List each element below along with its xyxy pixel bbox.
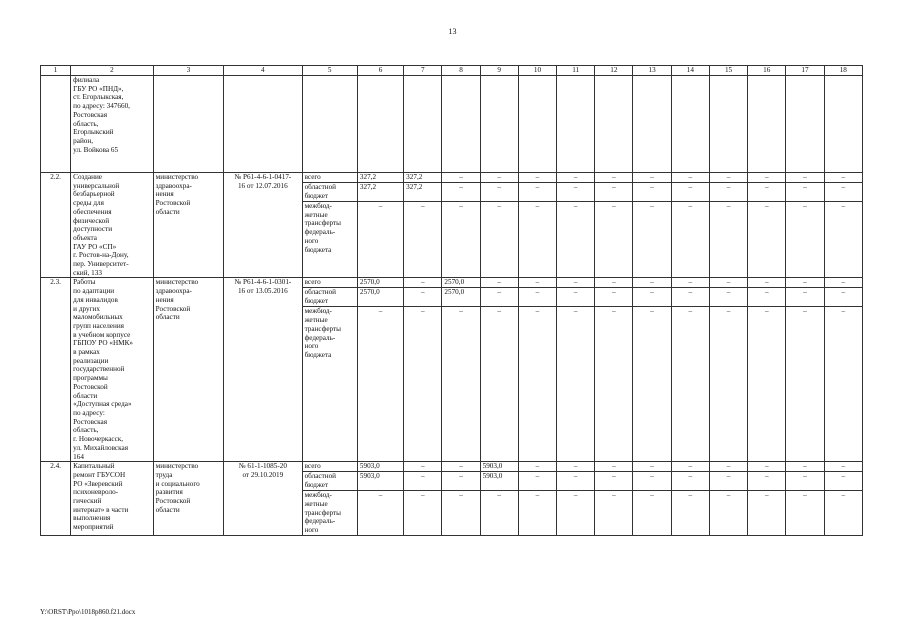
table-body [41, 66, 863, 536]
cell-value: – [404, 462, 442, 472]
cell-value: – [709, 491, 747, 536]
column-number-9: 9 [480, 66, 518, 76]
cell-empty [404, 76, 442, 173]
cell-value: – [557, 491, 595, 536]
cell-value: – [709, 307, 747, 462]
cell-value: – [442, 173, 480, 183]
cell-value: 5903,0 [480, 462, 518, 472]
cell-value: – [671, 278, 709, 288]
cell-num [41, 76, 71, 173]
cell-name: Работы по адаптации для инвалидов и других маломобильных групп населения в учебном корпусе ГБПОУ РО «НМК» в рамках реализации государственной программы Ростовской области «Доступная среда» по адресу: Ростовская область, г. Новочеркасск, ул. Михайловская 164 [71, 278, 154, 462]
cell-value: – [748, 472, 786, 491]
column-number-8: 8 [442, 66, 480, 76]
cell-value: – [709, 462, 747, 472]
cell-value: – [824, 307, 862, 462]
cell-value: – [671, 183, 709, 202]
page-number: 13 [448, 27, 457, 36]
column-number-12: 12 [595, 66, 633, 76]
cell-value: – [442, 307, 480, 462]
column-number-13: 13 [633, 66, 671, 76]
cell-value: – [748, 288, 786, 307]
cell-value: – [633, 202, 671, 278]
cell-value: – [518, 472, 556, 491]
cell-value: 2570,0 [442, 288, 480, 307]
cell-value: – [404, 202, 442, 278]
column-number-7: 7 [404, 66, 442, 76]
cell-funding-source: межбюд- жетные трансферты федераль- ного бюджета [302, 307, 357, 462]
cell-value: – [595, 288, 633, 307]
cell-value: 5903,0 [357, 472, 403, 491]
cell-value: – [518, 491, 556, 536]
cell-value: – [442, 202, 480, 278]
cell-value: – [595, 462, 633, 472]
column-number-17: 17 [786, 66, 824, 76]
cell-empty [671, 76, 709, 173]
column-number-6: 6 [357, 66, 403, 76]
cell-value: – [595, 307, 633, 462]
cell-value: – [595, 491, 633, 536]
cell-value: – [786, 491, 824, 536]
column-number-10: 10 [518, 66, 556, 76]
cell-value: – [671, 173, 709, 183]
cell-value: – [633, 183, 671, 202]
cell-name: филиала ГБУ РО «ПНД», ст. Егорлыкская, по адресу: 347660, Ростовская область, Егорлыкский район, ул. Войкова 65 [71, 76, 154, 173]
cell-value: – [480, 278, 518, 288]
cell-value: – [633, 462, 671, 472]
cell-name: Создание универсальной безбарьерной среды для обеспечения физической доступности объекта ГАУ РО «СП» г. Ростов-на-Дону, пер. Университет- ский, 133 [71, 173, 154, 278]
cell-value: – [748, 491, 786, 536]
cell-value: 2570,0 [357, 278, 403, 288]
cell-num: 2.4. [41, 462, 71, 536]
cell-value: – [824, 462, 862, 472]
cell-value: – [518, 307, 556, 462]
cell-empty [518, 76, 556, 173]
cell-value: – [824, 288, 862, 307]
cell-value: – [442, 491, 480, 536]
cell-value: 327,2 [357, 173, 403, 183]
cell-document: № Р61-4-6-1-0417- 16 от 12.07.2016 [224, 173, 302, 278]
cell-empty [480, 76, 518, 173]
cell-value: – [595, 173, 633, 183]
cell-value: – [709, 202, 747, 278]
cell-funding-source: всего [302, 462, 357, 472]
cell-empty [824, 76, 862, 173]
cell-value: – [518, 173, 556, 183]
cell-value: – [709, 183, 747, 202]
cell-funding-source: областной бюджет [302, 472, 357, 491]
cell-empty [357, 76, 403, 173]
cell-empty [709, 76, 747, 173]
file-path-footer: Y:\ORST\Ppo\1018p860.f21.docx [40, 608, 136, 616]
cell-value: – [633, 472, 671, 491]
cell-value: 5903,0 [357, 462, 403, 472]
cell-value: – [824, 491, 862, 536]
table-row [41, 173, 863, 183]
cell-empty [595, 76, 633, 173]
cell-empty [786, 76, 824, 173]
cell-value: – [671, 472, 709, 491]
cell-value: – [633, 288, 671, 307]
cell-empty [442, 76, 480, 173]
cell-value: – [518, 183, 556, 202]
column-number-2: 2 [71, 66, 154, 76]
cell-value: – [442, 462, 480, 472]
cell-value: – [709, 288, 747, 307]
cell-value: – [595, 472, 633, 491]
cell-value: – [357, 307, 403, 462]
cell-value: – [442, 183, 480, 202]
cell-empty [153, 76, 223, 173]
cell-value: – [671, 462, 709, 472]
cell-value: – [786, 183, 824, 202]
column-number-1: 1 [41, 66, 71, 76]
cell-empty [557, 76, 595, 173]
cell-value: – [404, 472, 442, 491]
cell-value: – [442, 472, 480, 491]
table-row [41, 462, 863, 472]
cell-value: – [748, 278, 786, 288]
column-number-5: 5 [302, 66, 357, 76]
cell-funding-source: межбюд- жетные трансферты федераль- ного [302, 491, 357, 536]
column-number-18: 18 [824, 66, 862, 76]
cell-value: – [748, 202, 786, 278]
cell-value: – [748, 173, 786, 183]
cell-value: – [709, 173, 747, 183]
cell-value: – [786, 173, 824, 183]
cell-value: – [404, 307, 442, 462]
cell-value: – [824, 472, 862, 491]
cell-value: – [633, 278, 671, 288]
cell-value: – [480, 307, 518, 462]
column-number-15: 15 [709, 66, 747, 76]
cell-value: – [518, 288, 556, 307]
cell-value: – [786, 462, 824, 472]
cell-funding-source: областной бюджет [302, 183, 357, 202]
cell-value: – [824, 278, 862, 288]
column-number-16: 16 [748, 66, 786, 76]
cell-value: – [595, 202, 633, 278]
table-row [41, 278, 863, 288]
cell-funding-source: областной бюджет [302, 288, 357, 307]
cell-value: – [709, 472, 747, 491]
cell-value: – [633, 491, 671, 536]
cell-value: – [404, 278, 442, 288]
cell-value: – [357, 202, 403, 278]
cell-value: – [748, 183, 786, 202]
cell-value: 327,2 [404, 173, 442, 183]
cell-funding-source: всего [302, 278, 357, 288]
cell-value: – [824, 183, 862, 202]
cell-value: – [480, 288, 518, 307]
cell-value: – [786, 202, 824, 278]
cell-value: – [557, 307, 595, 462]
cell-value: – [357, 491, 403, 536]
cell-executor: министерство здравоохра- нения Ростовской области [153, 278, 223, 462]
cell-value: – [786, 472, 824, 491]
cell-value: 327,2 [404, 183, 442, 202]
cell-value: – [709, 278, 747, 288]
cell-value: – [480, 173, 518, 183]
cell-value: – [824, 173, 862, 183]
cell-value: – [633, 307, 671, 462]
cell-value: – [557, 183, 595, 202]
cell-value: – [748, 307, 786, 462]
cell-value: 327,2 [357, 183, 403, 202]
column-number-11: 11 [557, 66, 595, 76]
cell-executor: министерство труда и социального развития Ростовской области [153, 462, 223, 536]
cell-value: 2570,0 [442, 278, 480, 288]
cell-empty [302, 76, 357, 173]
cell-value: – [480, 491, 518, 536]
cell-num: 2.3. [41, 278, 71, 462]
cell-name: Капитальный ремонт ГБУСОН РО «Зверевский психоневроло- гический интернат» в части выполнения мероприятий [71, 462, 154, 536]
cell-value: – [557, 288, 595, 307]
column-number-4: 4 [224, 66, 302, 76]
cell-value: – [671, 491, 709, 536]
cell-value: – [557, 278, 595, 288]
cell-value: – [595, 183, 633, 202]
cell-value: – [518, 462, 556, 472]
cell-value: – [557, 173, 595, 183]
cell-value: – [518, 278, 556, 288]
cell-value: – [557, 202, 595, 278]
cell-value: – [748, 462, 786, 472]
cell-executor: министерство здравоохра- нения Ростовской области [153, 173, 223, 278]
cell-value: 2570,0 [357, 288, 403, 307]
cell-value: – [671, 202, 709, 278]
cell-value: – [480, 183, 518, 202]
cell-value: 5903,0 [480, 472, 518, 491]
cell-value: – [595, 278, 633, 288]
cell-empty [224, 76, 302, 173]
cell-empty [633, 76, 671, 173]
cell-value: – [404, 491, 442, 536]
cell-funding-source: межбюд- жетные трансферты федераль- ного бюджета [302, 202, 357, 278]
cell-value: – [786, 278, 824, 288]
cell-document: № Р61-4-6-1-0301- 16 от 13.05.2016 [224, 278, 302, 462]
column-number-3: 3 [153, 66, 223, 76]
cell-value: – [786, 288, 824, 307]
cell-value: – [786, 307, 824, 462]
cell-value: – [480, 202, 518, 278]
budget-table [40, 65, 863, 536]
cell-value: – [518, 202, 556, 278]
cell-value: – [633, 173, 671, 183]
cell-value: – [824, 202, 862, 278]
cell-value: – [404, 288, 442, 307]
cell-num: 2.2. [41, 173, 71, 278]
cell-document: № 61-1-1085-20 от 29.10.2019 [224, 462, 302, 536]
cell-value: – [557, 462, 595, 472]
continuation-row [41, 76, 863, 173]
column-number-row [41, 66, 863, 76]
column-number-14: 14 [671, 66, 709, 76]
cell-value: – [671, 288, 709, 307]
cell-empty [748, 76, 786, 173]
cell-value: – [671, 307, 709, 462]
cell-value: – [557, 472, 595, 491]
cell-funding-source: всего [302, 173, 357, 183]
